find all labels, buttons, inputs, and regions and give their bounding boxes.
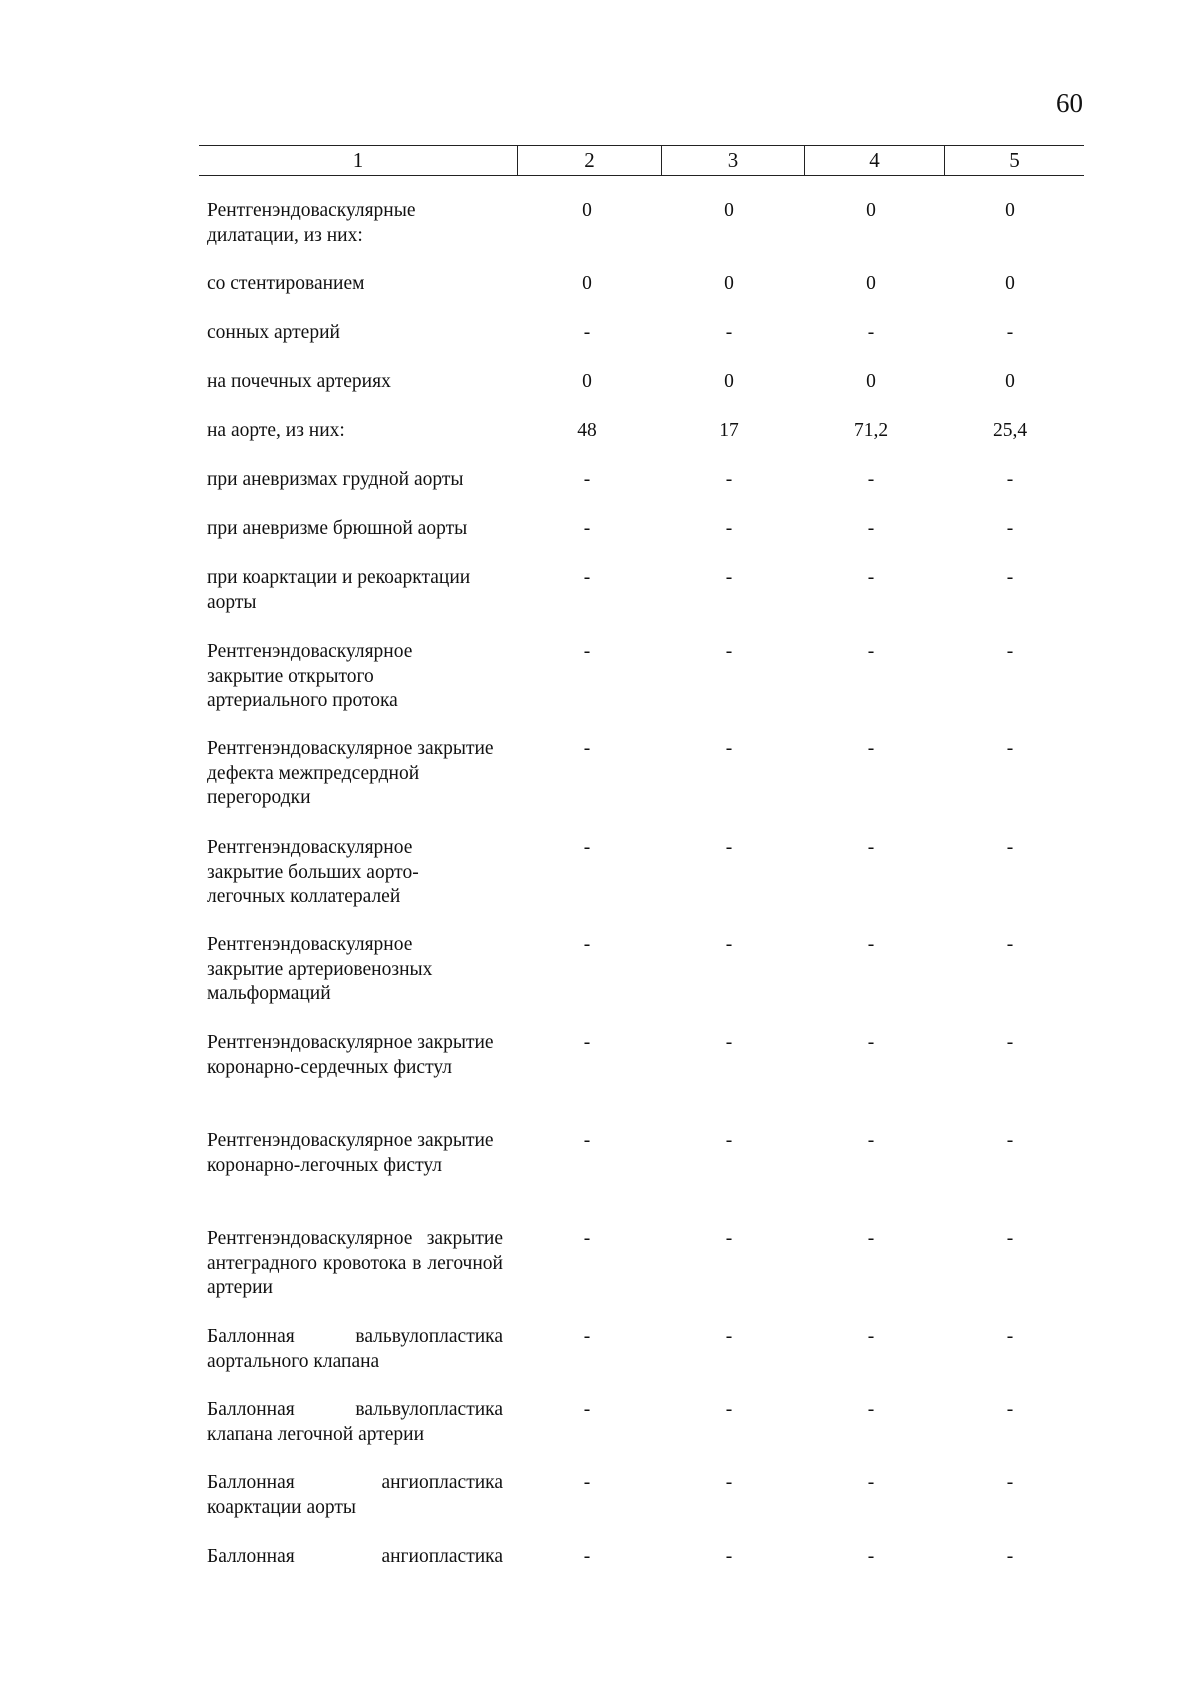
row-value-col5: - [1006,567,1014,588]
row-value-col2: - [583,322,591,343]
row-value-col4: - [867,567,875,588]
row-value-col2: - [583,738,591,759]
row-value-col4: - [867,1228,875,1249]
row-label: Рентгенэндоваскулярное закрытие артериовенозных мальформаций [207,934,433,1004]
row-value-col2: 0 [582,371,592,392]
row-value-col4: 0 [866,200,876,221]
row-value-col4: - [867,469,875,490]
row-label: Баллонная вальвулопластика клапана легочной артерии [207,1399,503,1445]
row-value-col3: 0 [724,273,734,294]
row-value-col3: - [725,1472,733,1493]
row-label: Рентгенэндоваскулярное закрытие коронарно-легочных фистул [207,1130,494,1176]
row-label: при аневризмах грудной аорты [207,469,464,490]
row-value-col5: - [1006,469,1014,490]
row-label: Баллонная вальвулопластика аортального клапана [207,1326,503,1372]
column-header-5: 5 [944,146,1084,175]
row-value-col2: - [583,934,591,955]
row-value-col4: - [867,1546,875,1567]
row-value-col3: 0 [724,200,734,221]
row-value-col5: - [1006,934,1014,955]
row-value-col3: - [725,322,733,343]
row-value-col3: - [725,934,733,955]
row-label: Баллонная ангиопластика [207,1546,503,1567]
row-value-col4: 71,2 [853,420,889,441]
row-value-col2: 0 [582,273,592,294]
row-value-col4: - [867,641,875,662]
row-value-col5: - [1006,641,1014,662]
row-value-col4: - [867,518,875,539]
row-value-col5: 0 [1005,371,1015,392]
row-value-col4: - [867,1032,875,1053]
row-label: при аневризме брюшной аорты [207,518,468,539]
row-value-col2: - [583,641,591,662]
row-label: со стентированием [207,273,365,294]
row-value-col5: - [1006,738,1014,759]
row-value-col3: - [725,518,733,539]
row-value-col5: - [1006,837,1014,858]
row-value-col3: - [725,1130,733,1151]
column-header-3: 3 [661,146,804,175]
row-value-col4: - [867,1326,875,1347]
row-label: Рентгенэндоваскулярное закрытие больших аорто-легочных коллатералей [207,837,419,907]
row-value-col5: 25,4 [992,420,1028,441]
row-value-col2: - [583,469,591,490]
row-value-col5: 0 [1005,200,1015,221]
row-value-col5: - [1006,1326,1014,1347]
row-label: Рентгенэндоваскулярное закрытие коронарно-сердечных фистул [207,1032,494,1078]
row-label: на почечных артериях [207,371,391,392]
row-value-col2: - [583,1032,591,1053]
row-value-col5: - [1006,518,1014,539]
row-value-col2: 0 [582,200,592,221]
row-value-col4: - [867,738,875,759]
row-value-col5: - [1006,322,1014,343]
row-value-col4: - [867,1130,875,1151]
row-value-col3: - [725,1546,733,1567]
row-value-col3: - [725,567,733,588]
row-value-col5: - [1006,1472,1014,1493]
row-value-col4: - [867,1472,875,1493]
row-value-col4: - [867,322,875,343]
row-value-col2: - [583,567,591,588]
row-label: Рентгенэндоваскулярное закрытие антеградного кровотока в легочной артерии [207,1228,503,1298]
row-value-col2: - [583,1546,591,1567]
row-value-col3: - [725,469,733,490]
row-value-col2: - [583,837,591,858]
row-value-col3: - [725,1326,733,1347]
row-value-col5: - [1006,1228,1014,1249]
row-label: Рентгенэндоваскулярные дилатации, из них: [207,200,416,246]
row-value-col3: 0 [724,371,734,392]
row-value-col3: - [725,738,733,759]
row-value-col4: - [867,934,875,955]
column-header-4: 4 [804,146,944,175]
row-value-col3: - [725,837,733,858]
row-value-col5: - [1006,1032,1014,1053]
row-label: на аорте, из них: [207,420,345,441]
row-value-col4: - [867,1399,875,1420]
row-value-col3: - [725,1399,733,1420]
column-header-1: 1 [352,148,364,172]
row-label: при коарктации и рекоарктации аорты [207,567,471,613]
row-value-col5: - [1006,1546,1014,1567]
row-value-col3: - [725,1032,733,1053]
page-number: 60 [1056,88,1083,118]
row-value-col2: - [583,1399,591,1420]
row-value-col4: 0 [866,371,876,392]
row-label: Рентгенэндоваскулярное закрытие дефекта межпредсердной перегородки [207,738,494,808]
row-value-col5: 0 [1005,273,1015,294]
row-value-col2: - [583,1130,591,1151]
row-value-col2: - [583,1326,591,1347]
row-value-col3: - [725,641,733,662]
row-value-col2: 48 [577,420,597,441]
column-header-2: 2 [517,146,661,175]
row-value-col3: - [725,1228,733,1249]
row-value-col3: 17 [719,420,739,441]
row-label: сонных артерий [207,322,340,343]
row-value-col5: - [1006,1130,1014,1151]
row-value-col2: - [583,518,591,539]
row-value-col4: 0 [866,273,876,294]
row-value-col4: - [867,837,875,858]
row-value-col5: - [1006,1399,1014,1420]
row-value-col2: - [583,1228,591,1249]
row-label: Баллонная ангиопластика коарктации аорты [207,1472,503,1518]
row-value-col2: - [583,1472,591,1493]
row-label: Рентгенэндоваскулярное закрытие открытого артериального протока [207,641,413,711]
